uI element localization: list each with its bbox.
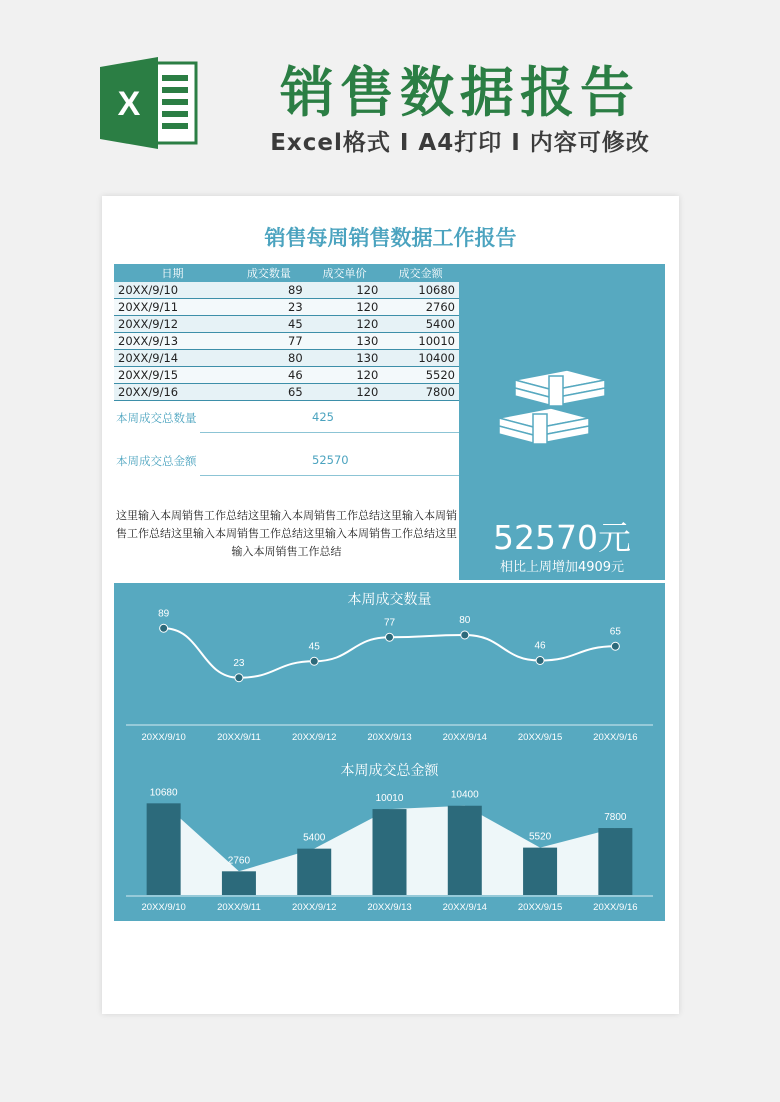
cell-amount: 5520	[382, 367, 459, 384]
summary-panel	[114, 264, 665, 580]
x-tick-label: 20XX/9/11	[217, 902, 261, 913]
bar-chart-svg	[114, 754, 665, 921]
qty-line-chart	[114, 583, 665, 756]
x-tick-label: 20XX/9/15	[517, 902, 563, 913]
cell-price: 120	[307, 367, 383, 384]
table-row	[114, 282, 459, 299]
line-chart-svg	[114, 583, 665, 756]
cell-date: 20XX/9/16	[114, 384, 231, 401]
cell-amount: 10010	[382, 333, 459, 350]
excel-logo-icon	[100, 57, 200, 149]
main-title: 销售数据报告	[280, 61, 640, 124]
data-point	[611, 642, 619, 650]
bar	[147, 803, 181, 895]
cell-qty: 65	[231, 384, 307, 401]
cell-price: 130	[307, 350, 383, 367]
cell-date: 20XX/9/14	[114, 350, 231, 367]
x-tick-label: 20XX/9/16	[593, 902, 638, 913]
divider	[200, 475, 459, 476]
cell-qty: 80	[231, 350, 307, 367]
col-header-qty: 成交数量	[231, 264, 307, 282]
x-tick-label: 20XX/9/14	[442, 902, 487, 913]
x-tick-label: 20XX/9/15	[517, 732, 563, 743]
data-label: 2760	[227, 855, 251, 867]
table-row	[114, 367, 459, 384]
x-tick-label: 20XX/9/10	[141, 902, 186, 913]
x-tick-label: 20XX/9/16	[593, 732, 638, 743]
data-label: 23	[233, 657, 245, 669]
data-point	[536, 657, 544, 665]
bar	[297, 849, 331, 895]
data-label: 10680	[149, 787, 178, 799]
data-point	[235, 674, 243, 682]
report-page	[102, 196, 679, 1014]
cell-amount: 10680	[382, 282, 459, 299]
cell-qty: 77	[231, 333, 307, 350]
data-point	[160, 624, 168, 632]
cell-price: 120	[307, 282, 383, 299]
data-label: 10010	[375, 793, 404, 805]
cell-date: 20XX/9/10	[114, 282, 231, 299]
table-row	[114, 316, 459, 333]
amount-bar-chart	[114, 754, 665, 921]
data-label: 10400	[450, 789, 479, 801]
money-stack-icon	[497, 368, 607, 448]
cell-date: 20XX/9/13	[114, 333, 231, 350]
cell-price: 120	[307, 384, 383, 401]
x-tick-label: 20XX/9/12	[292, 902, 337, 913]
cell-qty: 89	[231, 282, 307, 299]
bar	[373, 809, 407, 895]
week-compare-text: 相比上周增加4909元	[499, 560, 625, 575]
cell-price: 130	[307, 333, 383, 350]
data-sheet	[114, 264, 459, 580]
cell-date: 20XX/9/12	[114, 316, 231, 333]
table-row	[114, 350, 459, 367]
total-amount-value: 52570	[312, 453, 349, 467]
cell-amount: 2760	[382, 299, 459, 316]
data-label: 77	[383, 617, 396, 629]
table-row	[114, 384, 459, 401]
bar	[448, 806, 482, 895]
cell-qty: 45	[231, 316, 307, 333]
subtitle: Excel格式 I A4打印 I 内容可修改	[270, 130, 650, 156]
cell-qty: 46	[231, 367, 307, 384]
report-title: 销售每周销售数据工作报告	[264, 226, 517, 250]
logo-letter: X	[117, 85, 141, 123]
sales-table	[114, 264, 459, 401]
x-tick-label: 20XX/9/13	[367, 732, 412, 743]
col-header-date: 日期	[114, 264, 231, 282]
data-label: 89	[158, 608, 170, 620]
cell-qty: 23	[231, 299, 307, 316]
table-row	[114, 299, 459, 316]
data-label: 5520	[528, 831, 552, 843]
cell-amount: 10400	[382, 350, 459, 367]
total-amount-row	[114, 449, 459, 475]
total-amount-big: 52570元	[493, 518, 631, 557]
cell-price: 120	[307, 299, 383, 316]
total-qty-value: 425	[312, 410, 334, 424]
col-header-price: 成交单价	[307, 264, 383, 282]
table-row	[114, 333, 459, 350]
data-label: 80	[459, 615, 471, 626]
data-point	[386, 633, 394, 641]
summary-text: 这里输入本周销售工作总结这里输入本周销售工作总结这里输入本周销售工作总结这里输入本周销售工作总结这里输入本周销售工作总结这里输入本周销售工作总结	[116, 509, 457, 558]
total-amount-label: 本周成交总金额	[116, 454, 197, 468]
bar	[523, 848, 557, 895]
data-label: 45	[308, 641, 320, 653]
bar	[222, 871, 256, 895]
data-point	[310, 657, 318, 665]
cell-amount: 5400	[382, 316, 459, 333]
x-tick-label: 20XX/9/13	[367, 902, 412, 913]
data-label: 65	[609, 626, 621, 638]
cell-price: 120	[307, 316, 383, 333]
data-point	[461, 631, 469, 639]
cell-date: 20XX/9/11	[114, 299, 231, 316]
data-label: 5400	[303, 832, 326, 844]
col-header-amount: 成交金额	[382, 264, 459, 282]
divider	[200, 432, 459, 433]
data-label: 7800	[604, 812, 627, 824]
x-tick-label: 20XX/9/11	[217, 732, 261, 743]
chart-title: 本周成交总金额	[340, 763, 439, 779]
x-tick-label: 20XX/9/12	[292, 732, 337, 743]
data-label: 46	[534, 640, 546, 652]
bar	[598, 828, 632, 895]
total-qty-row	[114, 406, 459, 432]
chart-title: 本周成交数量	[347, 592, 432, 608]
x-tick-label: 20XX/9/10	[141, 732, 186, 743]
cell-date: 20XX/9/15	[114, 367, 231, 384]
total-qty-label: 本周成交总数量	[116, 411, 197, 425]
cell-amount: 7800	[382, 384, 459, 401]
x-tick-label: 20XX/9/14	[442, 732, 487, 743]
